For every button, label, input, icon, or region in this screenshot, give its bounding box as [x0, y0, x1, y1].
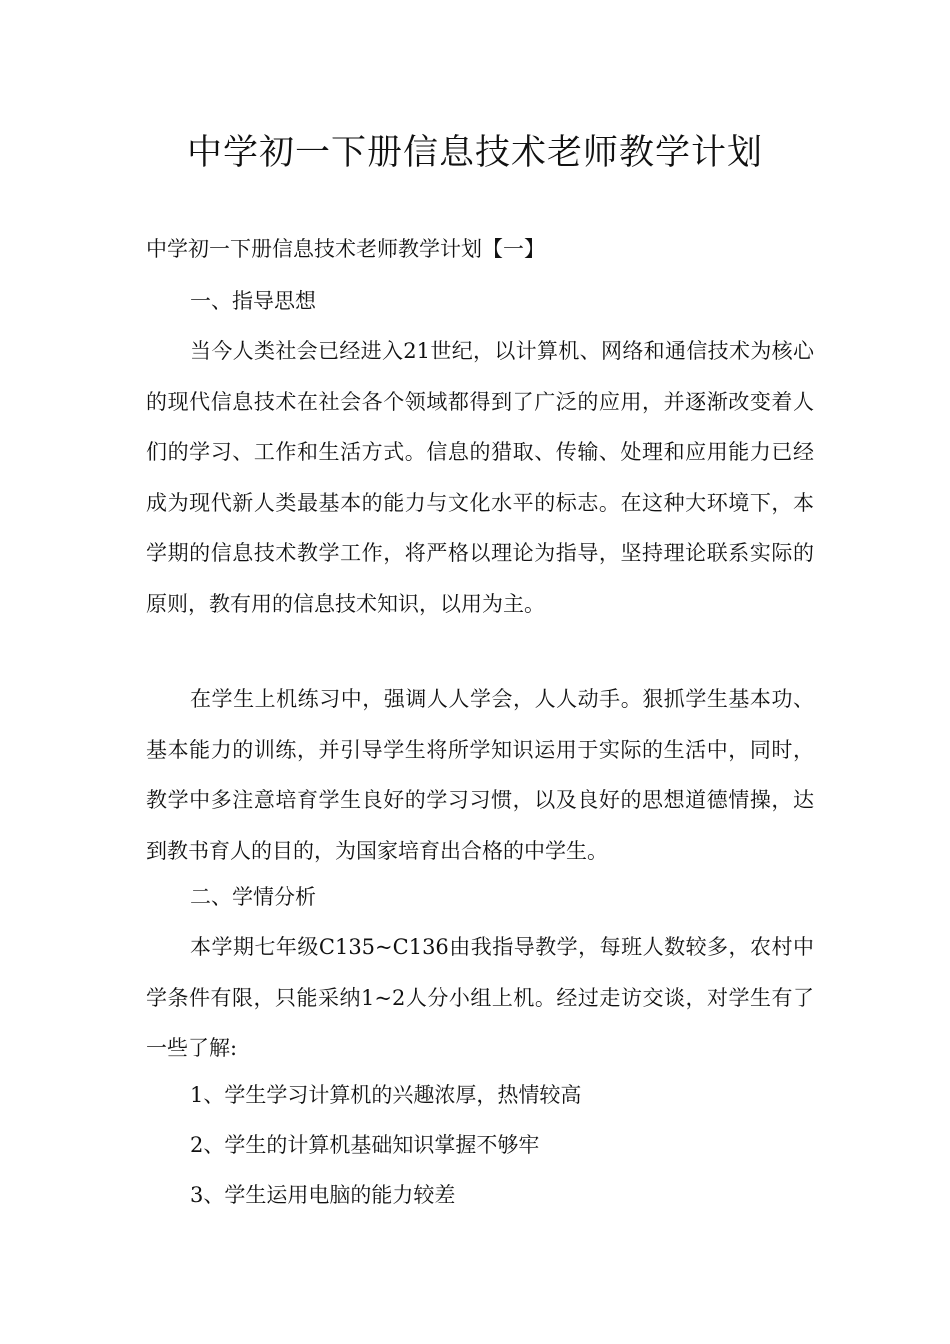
plan-subtitle: 中学初一下册信息技术老师教学计划【一】	[146, 237, 545, 261]
paragraph-guiding-thought-2: 在学生上机练习中，强调人人学会，人人动手。狠抓学生基本功、基本能力的训练，并引导学生将所学知识运用于实际的生活中，同时，教学中多注意培育学生良好的学习习惯，以及良好的思想道德情操，达到教书育人的目的，为国家培育出合格的中学生。	[146, 687, 814, 863]
document-title: 中学初一下册信息技术老师教学计划	[186, 133, 763, 173]
section-heading-student-analysis: 二、学情分析	[190, 885, 316, 909]
list-item: 2、学生的计算机基础知识掌握不够牢	[190, 1133, 540, 1157]
paragraph-student-analysis: 本学期七年级C135~C136由我指导教学，每班人数较多，农村中学条件有限，只能采纳1~2人分小组上机。经过走访交谈，对学生有了一些了解:	[146, 935, 814, 1060]
list-item: 3、学生运用电脑的能力较差	[190, 1183, 456, 1207]
list-item: 1、学生学习计算机的兴趣浓厚，热情较高	[190, 1083, 582, 1107]
paragraph-guiding-thought-1: 当今人类社会已经进入21世纪，以计算机、网络和通信技术为核心的现代信息技术在社会各个领域都得到了广泛的应用，并逐渐改变着人们的学习、工作和生活方式。信息的猎取、传输、处理和应用能力已经成为现代新人类最基本的能力与文化水平的标志。在这种大环境下，本学期的信息技术教学工作，将严格以理论为指导，坚持理论联系实际的原则，教有用的信息技术知识，以用为主。	[146, 339, 814, 616]
section-heading-guiding-thought: 一、指导思想	[190, 289, 316, 313]
